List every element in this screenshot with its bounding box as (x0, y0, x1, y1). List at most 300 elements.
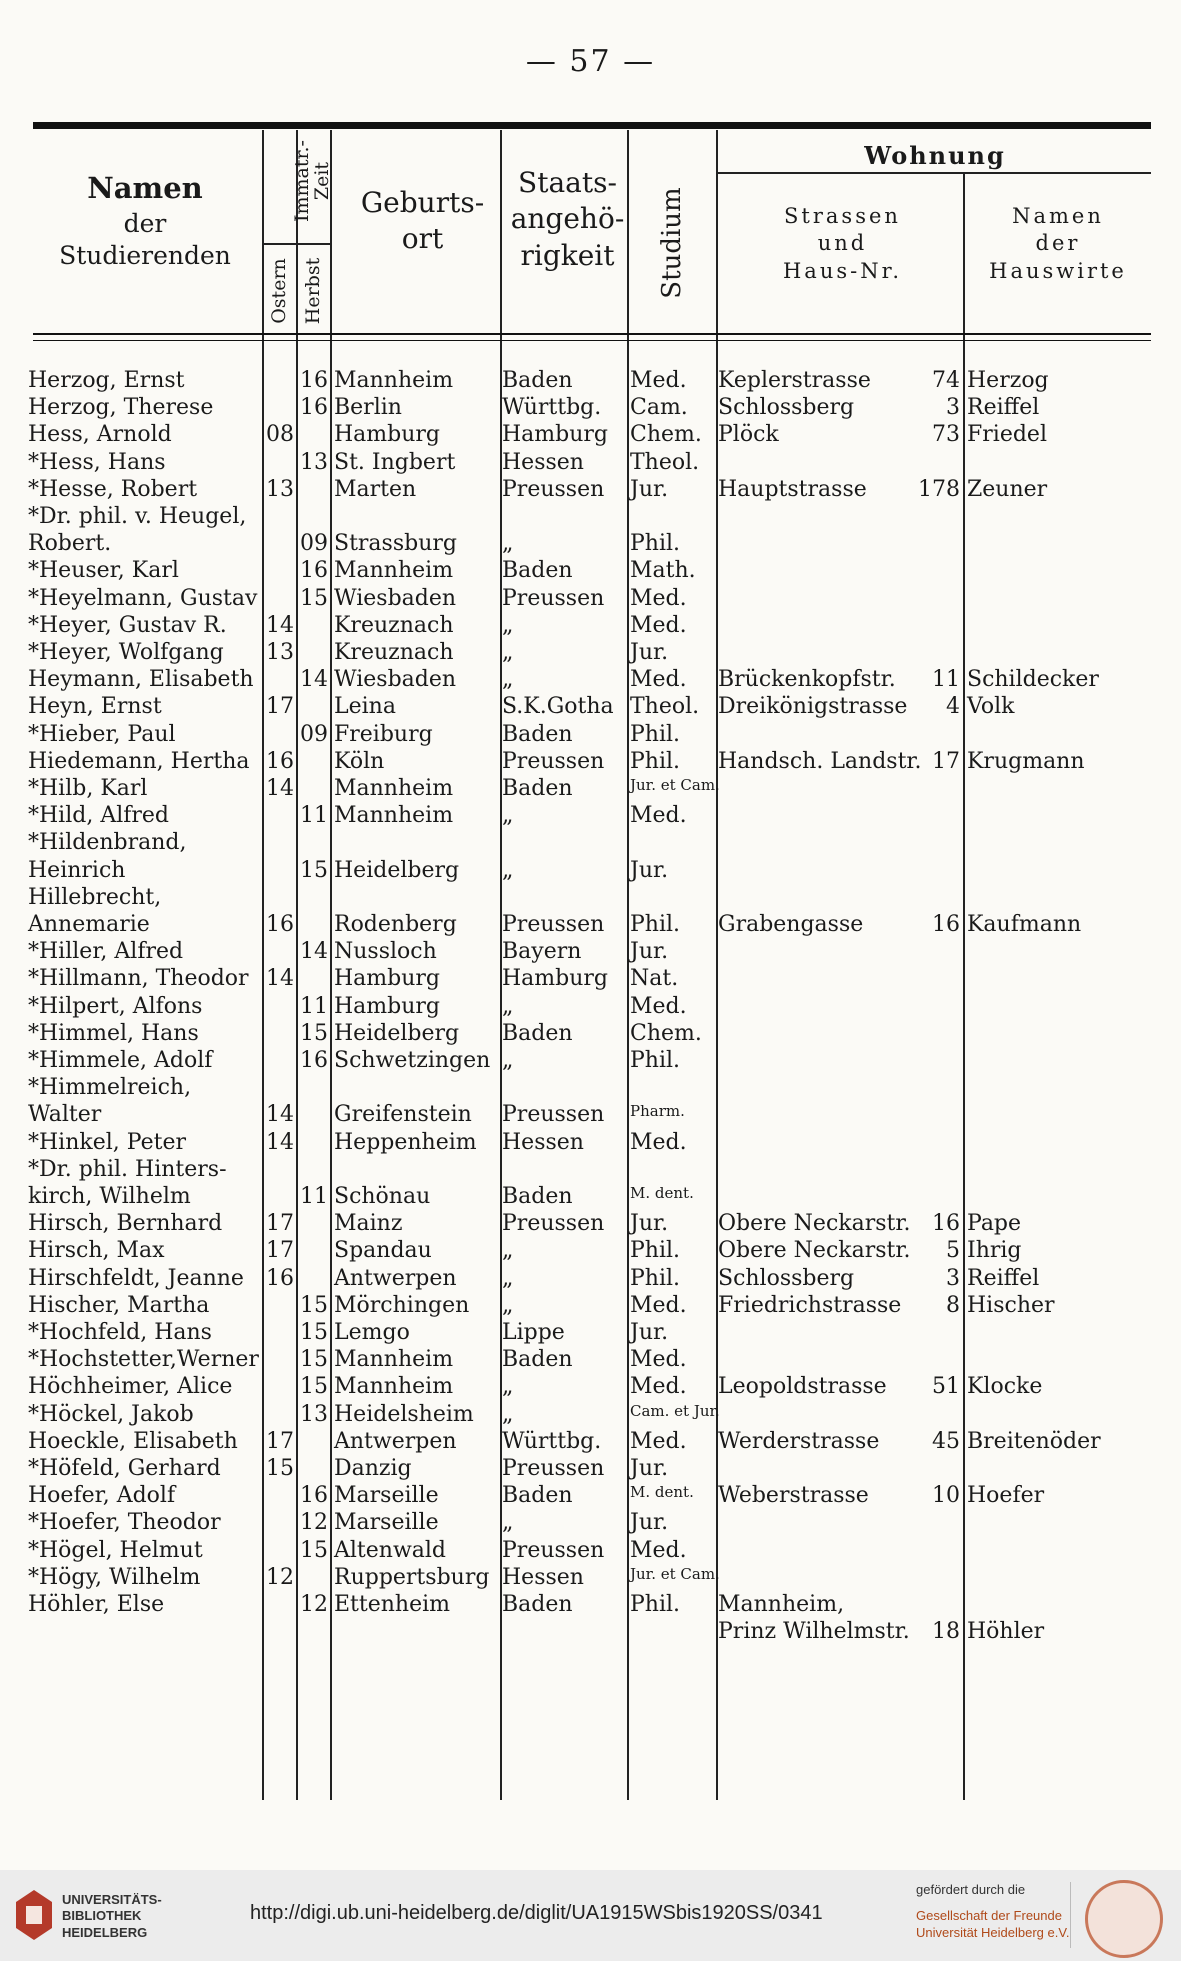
table-row (0, 1347, 1181, 1374)
cell-geb: Marseille (334, 1510, 439, 1536)
header-names-line2: der (123, 208, 167, 238)
cell-str: Leopoldstrasse (718, 1374, 887, 1400)
cell-str: Handsch. Landstr. (718, 748, 922, 774)
cell-geb: Mannheim (334, 368, 454, 393)
table-row (0, 1075, 1181, 1102)
cell-name: Heinrich (28, 857, 126, 883)
table-row (0, 912, 1181, 939)
cell-stud: Med. (630, 368, 687, 393)
cell-stud: Jur. et Cam. (630, 776, 720, 794)
cell-geb: Greifenstein (334, 1102, 472, 1128)
cell-geb: Antwerpen (334, 1265, 457, 1291)
table-row (0, 1565, 1181, 1592)
cell-nr: 10 (932, 1483, 960, 1509)
cell-stud: Med. (630, 1129, 687, 1155)
cell-str: Prinz Wilhelmstr. (718, 1619, 910, 1645)
cell-name: *Hilb, Karl (28, 776, 148, 801)
cell-str: Obere Neckarstr. (718, 1238, 911, 1264)
cell-name: *Hild, Alfred (28, 803, 170, 829)
cell-stud: Math. (630, 558, 696, 584)
table-row (0, 966, 1181, 993)
cell-str: Plöck (718, 422, 779, 448)
cell-h: 09 (300, 721, 328, 747)
cell-stud: Jur. (630, 1211, 669, 1237)
header-staats-line2: angehö- (510, 202, 625, 236)
cell-stud: Jur. (630, 857, 669, 883)
cell-nr: 4 (946, 694, 960, 720)
cell-sta: Baden (502, 776, 573, 801)
table-row (0, 1374, 1181, 1401)
table-row (0, 830, 1181, 857)
cell-name: Höhler, Else (28, 1592, 165, 1617)
cell-sta: Bayern (502, 939, 582, 965)
table-row (0, 994, 1181, 1021)
cell-geb: Spandau (334, 1238, 432, 1264)
cell-stud: Chem. (630, 422, 702, 448)
cell-wirt: Krugmann (967, 748, 1085, 774)
cell-sta: Preussen (502, 748, 605, 774)
cell-o: 13 (266, 476, 294, 502)
cell-h: 09 (300, 531, 328, 557)
cell-o: 17 (266, 1428, 294, 1454)
header-rule (33, 333, 1151, 335)
cell-sta: „ (502, 803, 514, 829)
cell-h: 12 (300, 1510, 328, 1536)
cell-sta: „ (502, 857, 514, 883)
cell-geb: Mannheim (334, 558, 454, 584)
cell-stud: Phil. (630, 748, 681, 774)
cell-name: Herzog, Therese (28, 395, 214, 421)
cell-name: Walter (28, 1102, 102, 1128)
cell-stud: Jur. (630, 640, 669, 665)
cell-sta: Preussen (502, 1456, 605, 1481)
cell-geb: Leina (334, 694, 396, 720)
cell-stud: Phil. (630, 1238, 681, 1264)
cell-sta: Baden (502, 1483, 573, 1509)
cell-sta: Hessen (502, 1129, 584, 1155)
cell-name: Robert. (28, 531, 112, 557)
wohnung-divider (716, 172, 1151, 174)
cell-o: 16 (266, 1265, 294, 1291)
table-row (0, 722, 1181, 749)
table-row (0, 939, 1181, 966)
table-row (0, 694, 1181, 721)
table-row (0, 613, 1181, 640)
header-strassen-line3: Haus-Nr. (782, 258, 902, 283)
cell-sta: Hamburg (502, 422, 609, 448)
page-number: — 57 — (525, 44, 656, 79)
cell-geb: Lemgo (334, 1320, 410, 1345)
cell-nr: 45 (932, 1428, 960, 1454)
cell-geb: Wiesbaden (334, 667, 457, 693)
cell-o: 16 (266, 748, 294, 774)
cell-sta: „ (502, 531, 514, 557)
cell-o: 17 (266, 1238, 294, 1264)
cell-stud: Med. (630, 1374, 687, 1400)
cell-stud: Med. (630, 1292, 687, 1318)
cell-name: *Högel, Helmut (28, 1537, 203, 1563)
cell-wirt: Volk (967, 694, 1015, 720)
cell-wirt: Hoefer (967, 1483, 1045, 1509)
cell-geb: Schönau (334, 1184, 431, 1209)
header-wirte-line2: der (1035, 231, 1081, 256)
cell-geb: Nussloch (334, 939, 437, 965)
cell-geb: Ettenheim (334, 1592, 451, 1617)
cell-nr: 3 (946, 395, 960, 421)
cell-h: 15 (300, 1020, 328, 1046)
cell-name: *Himmelreich, (28, 1075, 192, 1101)
cell-sta: „ (502, 1401, 514, 1427)
cell-o: 08 (266, 422, 294, 448)
cell-sta: Württbg. (502, 1428, 602, 1454)
cell-name: Hoefer, Adolf (28, 1483, 176, 1509)
cell-stud: Phil. (630, 912, 681, 937)
cell-geb: Hamburg (334, 993, 441, 1019)
header-geburtsort-line1: Geburts- (360, 186, 485, 219)
cell-sta: „ (502, 1238, 514, 1264)
cell-sta: Baden (502, 721, 573, 747)
cell-str: Brückenkopfstr. (718, 667, 896, 693)
cell-stud: Jur. (630, 476, 669, 502)
header-geburtsort-line2: ort (401, 222, 444, 256)
cell-sta: „ (502, 667, 514, 693)
cell-geb: Heidelsheim (334, 1401, 474, 1427)
table-row (0, 1130, 1181, 1157)
table-row (0, 803, 1181, 830)
header-strassen-line1: Strassen (784, 204, 901, 228)
cell-name: *Hess, Hans (28, 449, 166, 475)
cell-sta: Baden (502, 1592, 573, 1617)
cell-name: Hirsch, Bernhard (28, 1211, 223, 1237)
cell-stud: Cam. (630, 395, 688, 421)
cell-h: 16 (300, 368, 328, 393)
cell-wirt: Schildecker (967, 667, 1099, 693)
cell-h: 16 (300, 395, 328, 421)
cell-geb: Strassburg (334, 531, 457, 557)
cell-name: *Hochfeld, Hans (28, 1320, 212, 1345)
cell-stud: Med. (630, 803, 687, 829)
cell-stud: Med. (630, 612, 687, 638)
cell-h: 15 (300, 1537, 328, 1563)
cell-sta: „ (502, 993, 514, 1019)
cell-geb: Mannheim (334, 1374, 454, 1400)
cell-geb: Mannheim (334, 1347, 454, 1373)
cell-name: *Hinkel, Peter (28, 1129, 186, 1155)
table-row (0, 1456, 1181, 1483)
cell-sta: Hessen (502, 449, 584, 475)
cell-o: 14 (266, 1129, 294, 1155)
header-ostern (268, 241, 290, 341)
table-row (0, 640, 1181, 667)
cell-wirt: Hischer (967, 1292, 1055, 1318)
header-wirte-line3: Hauswirte (989, 258, 1127, 283)
cell-name: Hillebrecht, (28, 884, 162, 910)
cell-geb: Schwetzingen (334, 1048, 491, 1073)
cell-sta: Preussen (502, 1102, 605, 1128)
cell-stud: Phil. (630, 531, 681, 557)
library-name (62, 1892, 162, 1941)
cell-name: kirch, Wilhelm (28, 1184, 191, 1209)
cell-stud: Med. (630, 1347, 687, 1373)
cell-name: *Hiller, Alfred (28, 939, 184, 965)
cell-geb: Heidelberg (334, 1020, 460, 1046)
cell-stud: Theol. (630, 694, 700, 720)
cell-sta: Preussen (502, 1537, 605, 1563)
table-row (0, 1238, 1181, 1265)
cell-wirt: Höhler (967, 1619, 1045, 1645)
cell-sta: Preussen (502, 585, 605, 611)
table-row (0, 776, 1181, 803)
cell-name: Hiedemann, Hertha (28, 748, 250, 774)
cell-geb: Mannheim (334, 803, 454, 829)
cell-name: Hess, Arnold (28, 422, 172, 448)
cell-str: Hauptstrasse (718, 476, 867, 502)
cell-name: Herzog, Ernst (28, 368, 185, 393)
cell-stud: M. dent. (630, 1184, 694, 1202)
cell-geb: Mörchingen (334, 1292, 470, 1318)
cell-stud: Jur. (630, 1510, 669, 1536)
cell-stud: Chem. (630, 1020, 702, 1046)
table-row (0, 422, 1181, 449)
cell-h: 15 (300, 1320, 328, 1345)
cell-wirt: Reiffel (967, 1265, 1040, 1291)
society-name-line1: Gesellschaft der Freunde (916, 1908, 1062, 1923)
table-row (0, 885, 1181, 912)
cell-name: Hischer, Martha (28, 1292, 210, 1318)
library-name-line1: UNIVERSITÄTS- (62, 1892, 162, 1907)
cell-str: Obere Neckarstr. (718, 1211, 911, 1237)
cell-stud: Phil. (630, 721, 681, 747)
cell-geb: Heidelberg (334, 857, 460, 883)
cell-name: Hirschfeldt, Jeanne (28, 1265, 244, 1291)
cell-sta: „ (502, 1292, 514, 1318)
cell-str: Dreikönigstrasse (718, 694, 908, 720)
cell-name: *Hieber, Paul (28, 721, 176, 747)
cell-geb: Köln (334, 748, 385, 774)
table-row (0, 395, 1181, 422)
cell-name: *Högy, Wilhelm (28, 1564, 201, 1590)
cell-o: 14 (266, 612, 294, 638)
table-row (0, 1266, 1181, 1293)
cell-name: Hirsch, Max (28, 1238, 165, 1264)
cell-wirt: Kaufmann (967, 912, 1082, 937)
cell-str: Schlossberg (718, 1265, 855, 1291)
cell-nr: 17 (932, 748, 960, 774)
footer-bar (0, 1870, 1181, 1961)
table-row (0, 450, 1181, 477)
cell-wirt: Friedel (967, 422, 1047, 448)
cell-nr: 73 (932, 422, 960, 448)
table-row (0, 1184, 1181, 1211)
cell-h: 13 (300, 1401, 328, 1427)
cell-name: Hoeckle, Elisabeth (28, 1428, 238, 1454)
header-staatsangehoerigkeit (505, 165, 630, 274)
table-row (0, 1592, 1181, 1619)
cell-o: 14 (266, 776, 294, 801)
cell-wirt: Pape (967, 1211, 1022, 1237)
table-row (0, 477, 1181, 504)
cell-str: Weberstrasse (718, 1483, 869, 1509)
cell-str: Schlossberg (718, 395, 855, 421)
cell-h: 15 (300, 1374, 328, 1400)
header-herbst-label: Herbst (302, 257, 324, 325)
cell-geb: Heppenheim (334, 1129, 477, 1155)
table-row (0, 858, 1181, 885)
header-immatr-label: Immatr.- (291, 140, 313, 222)
table-row (0, 586, 1181, 613)
header-strassen (720, 203, 965, 285)
cell-geb: Danzig (334, 1456, 412, 1481)
cell-nr: 178 (918, 476, 960, 502)
cell-sta: „ (502, 612, 514, 638)
cell-name: *Höfeld, Gerhard (28, 1456, 221, 1481)
cell-stud: Jur. (630, 1456, 669, 1481)
cell-geb: Hamburg (334, 966, 441, 992)
library-logo-icon (12, 1888, 56, 1942)
cell-o: 16 (266, 912, 294, 937)
cell-o: 15 (266, 1456, 294, 1481)
cell-sta: Baden (502, 368, 573, 393)
cell-str: Keplerstrasse (718, 368, 871, 393)
cell-sta: „ (502, 1048, 514, 1073)
cell-h: 15 (300, 1292, 328, 1318)
cell-name: *Hochstetter,Werner (28, 1347, 259, 1373)
cell-o: 14 (266, 1102, 294, 1128)
header-staats-line3: rigkeit (520, 238, 615, 272)
cell-geb: Berlin (334, 395, 402, 421)
cell-sta: Baden (502, 1347, 573, 1373)
cell-stud: M. dent. (630, 1483, 694, 1502)
cell-stud: Med. (630, 993, 687, 1019)
cell-name: Heyn, Ernst (28, 694, 162, 720)
header-wohnung: Wohnung (864, 141, 1006, 170)
header-names (40, 170, 250, 273)
cell-name: *Heyelmann, Gustav (28, 585, 258, 611)
library-name-line3: HEIDELBERG (62, 1924, 148, 1940)
cell-nr: 16 (932, 1211, 960, 1237)
cell-name: *Heuser, Karl (28, 558, 179, 584)
cell-stud: Nat. (630, 966, 679, 992)
table-row (0, 558, 1181, 585)
funding-note: gefördert durch die (916, 1882, 1026, 1897)
cell-name: *Himmel, Hans (28, 1020, 199, 1046)
header-studium (657, 183, 687, 303)
cell-h: 12 (300, 1592, 328, 1617)
university-seal-icon (1085, 1880, 1163, 1958)
cell-geb: Wiesbaden (334, 585, 457, 611)
cell-nr: 3 (946, 1265, 960, 1291)
cell-name: *Hoefer, Theodor (28, 1510, 221, 1536)
cell-geb: Mannheim (334, 776, 454, 801)
header-herbst (302, 241, 324, 341)
table-row (0, 368, 1181, 395)
header-geburtsort (340, 185, 505, 258)
table-row (0, 1429, 1181, 1456)
table-row (0, 531, 1181, 558)
cell-sta: Baden (502, 1184, 573, 1209)
header-strassen-line2: und (817, 231, 868, 256)
cell-stud: Med. (630, 667, 687, 693)
cell-h: 14 (300, 667, 328, 693)
cell-h: 16 (300, 1048, 328, 1073)
cell-geb: Kreuznach (334, 612, 454, 638)
cell-sta: „ (502, 640, 514, 665)
cell-nr: 8 (946, 1292, 960, 1318)
header-names-line1: Namen (87, 171, 203, 205)
cell-stud: Phil. (630, 1592, 681, 1617)
footer-divider (1070, 1882, 1071, 1948)
header-rule (33, 340, 1151, 341)
cell-o: 14 (266, 966, 294, 992)
cell-sta: S.K.Gotha (502, 694, 614, 720)
table-row (0, 504, 1181, 531)
cell-o: 17 (266, 1211, 294, 1237)
cell-sta: Baden (502, 558, 573, 584)
header-zeit (311, 131, 333, 231)
cell-wirt: Reiffel (967, 395, 1040, 421)
cell-h: 15 (300, 585, 328, 611)
source-url-link[interactable]: http://digi.ub.uni-heidelberg.de/diglit/UA1915WSbis1920SS/0341 (250, 1902, 823, 1924)
cell-h: 11 (300, 1184, 328, 1209)
table-row (0, 1320, 1181, 1347)
top-rule (33, 122, 1151, 129)
cell-sta: Lippe (502, 1320, 565, 1345)
cell-geb: Marten (334, 476, 417, 502)
cell-geb: St. Ingbert (334, 449, 456, 475)
table-row (0, 1483, 1181, 1510)
cell-stud: Med. (630, 585, 687, 611)
cell-sta: Preussen (502, 912, 605, 937)
cell-name: Höchheimer, Alice (28, 1374, 233, 1400)
cell-nr: 18 (932, 1619, 960, 1645)
cell-sta: Preussen (502, 1211, 605, 1237)
cell-geb: Altenwald (334, 1537, 447, 1563)
cell-o: 13 (266, 640, 294, 665)
table-row (0, 1102, 1181, 1129)
cell-nr: 16 (932, 912, 960, 937)
cell-stud: Jur. (630, 1320, 669, 1345)
cell-stud: Theol. (630, 449, 700, 475)
cell-h: 13 (300, 449, 328, 475)
table-row (0, 749, 1181, 776)
cell-stud: Phil. (630, 1265, 681, 1291)
cell-o: 12 (266, 1564, 294, 1590)
cell-wirt: Zeuner (967, 476, 1048, 502)
society-name (916, 1908, 1069, 1942)
cell-stud: Jur. et Cam. (630, 1564, 720, 1583)
cell-name: *Hilpert, Alfons (28, 993, 203, 1019)
cell-h: 15 (300, 857, 328, 883)
cell-name: *Hillmann, Theodor (28, 966, 249, 992)
cell-sta: Württbg. (502, 395, 602, 421)
header-names-line3: Studierenden (59, 241, 231, 271)
cell-name: Heymann, Elisabeth (28, 667, 254, 693)
cell-geb: Kreuznach (334, 640, 454, 665)
cell-stud: Phil. (630, 1048, 681, 1073)
header-immatr (291, 131, 313, 231)
cell-geb: Hamburg (334, 422, 441, 448)
cell-stud: Jur. (630, 939, 669, 965)
header-wirte-line1: Namen (1012, 204, 1104, 228)
cell-o: 17 (266, 694, 294, 720)
cell-sta: Hamburg (502, 966, 609, 992)
cell-nr: 11 (932, 667, 960, 693)
cell-str: Friedrichstrasse (718, 1292, 902, 1318)
table-row (0, 1538, 1181, 1565)
cell-sta: Preussen (502, 476, 605, 502)
cell-geb: Marseille (334, 1483, 439, 1509)
cell-name: *Heyer, Wolfgang (28, 640, 224, 665)
